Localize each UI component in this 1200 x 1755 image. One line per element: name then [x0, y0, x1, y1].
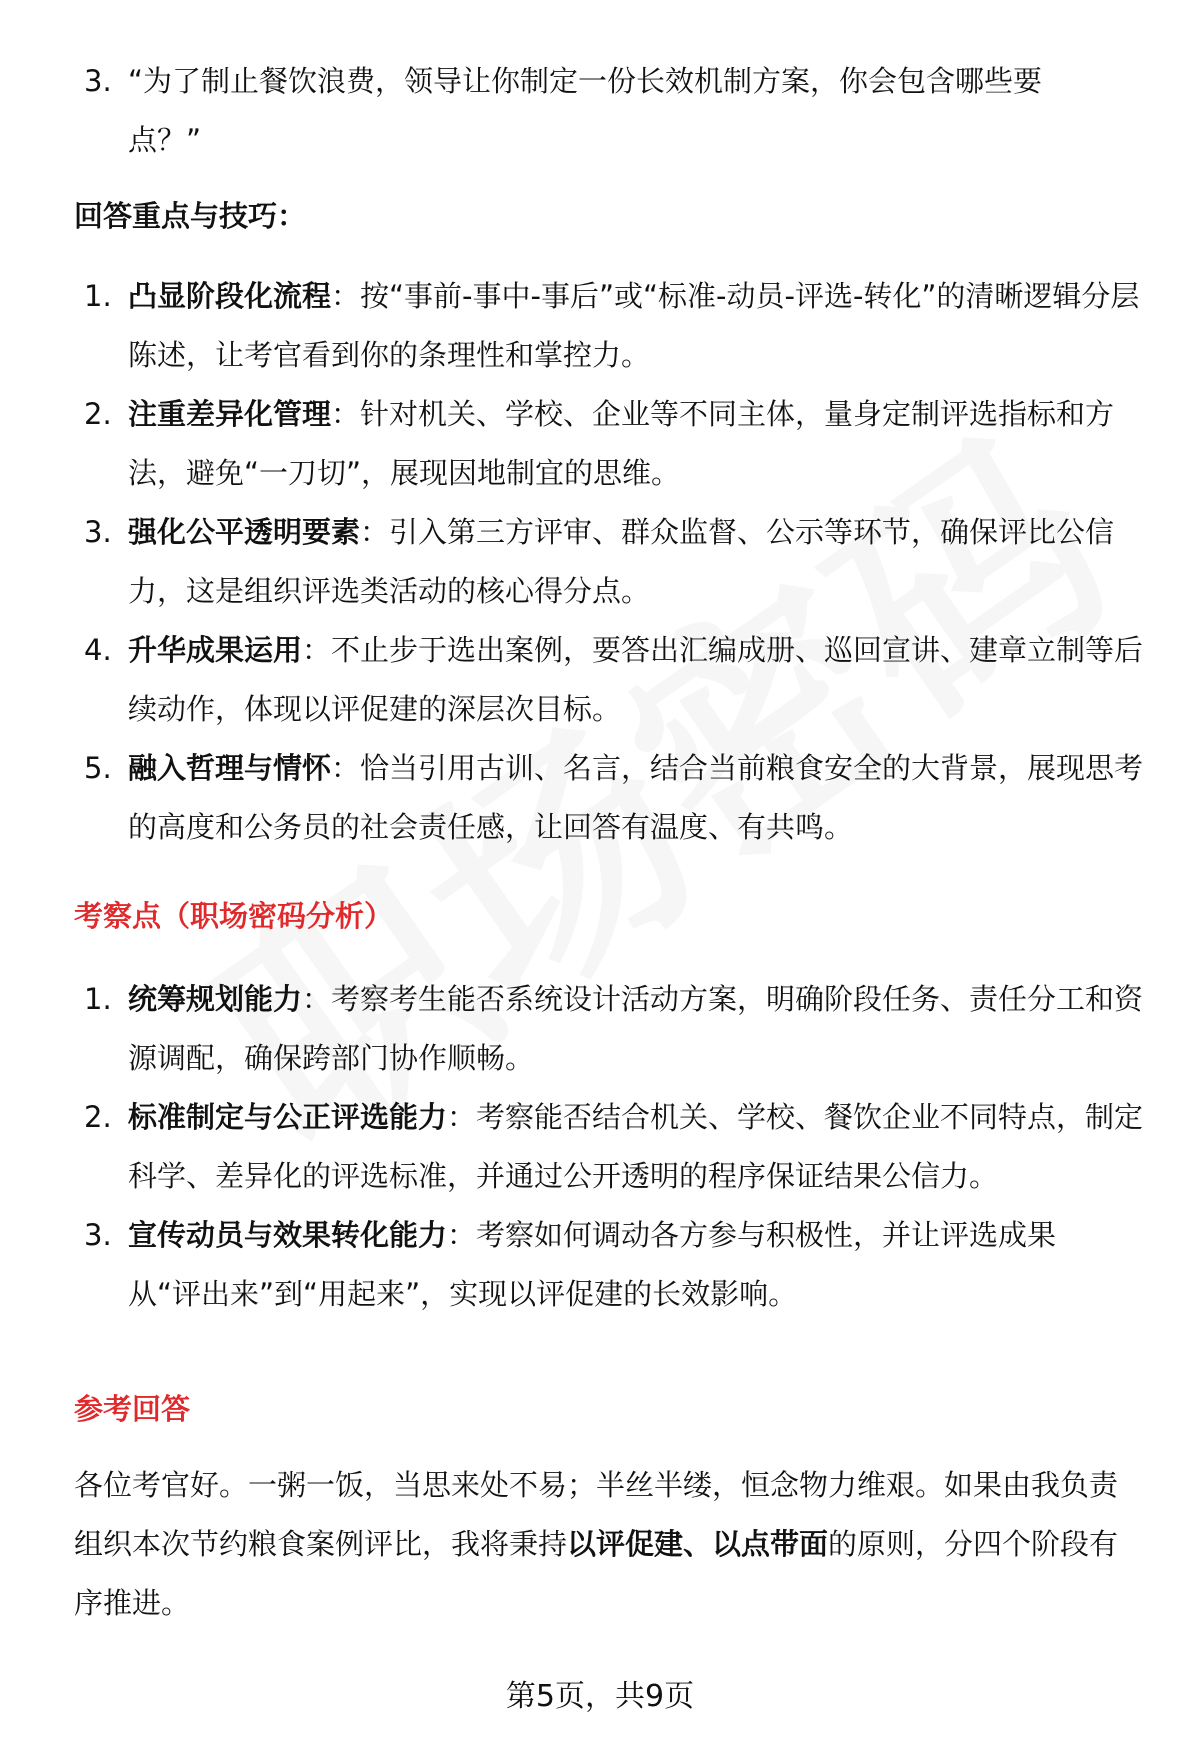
- page-footer: 第5页，共9页: [505, 1679, 695, 1714]
- item-text: ：考察如何调动各方参与积极性，并让评选成果从“评出来”到“用起来”，实现以评促建的长效影响。: [128, 1218, 1057, 1311]
- list-number: 2.: [84, 397, 112, 431]
- item-text: ：不止步于选出案例，要答出汇编成册、巡回宣讲、建章立制等后续动作，体现以评促建的深层次目标。: [128, 633, 1144, 726]
- item-text: ：恰当引用古训、名言，结合当前粮食安全的大背景，展现思考的高度和公务员的社会责任感，让回答有温度、有共鸣。: [128, 751, 1144, 844]
- item-text: ：针对机关、学校、企业等不同主体，量身定制评选指标和方法，避免“一刀切”，展现因地制宜的思维。: [128, 397, 1115, 490]
- list-number: 3.: [84, 515, 112, 549]
- list-number: 1.: [84, 279, 112, 313]
- item-keyword: 强化公平透明要素: [128, 515, 361, 549]
- item-keyword: 标准制定与公正评选能力: [128, 1100, 448, 1134]
- list-number: 2.: [84, 1100, 112, 1134]
- list-number: 1.: [84, 982, 112, 1016]
- list-number: 5.: [84, 751, 112, 785]
- points-heading: 考察点（职场密码分析）: [74, 899, 394, 933]
- item-keyword: 宣传动员与效果转化能力: [128, 1218, 448, 1252]
- question-number: 3.: [84, 64, 112, 98]
- reference-keyword: 以评促建、以点带面: [567, 1527, 829, 1561]
- question-text: “为了制止餐饮浪费，领导让你制定一份长效机制方案，你会包含哪些要点？”: [128, 64, 1043, 157]
- item-text: ：考察考生能否系统设计活动方案，明确阶段任务、责任分工和资源调配，确保跨部门协作顺畅。: [128, 982, 1144, 1075]
- item-keyword: 升华成果运用: [128, 633, 303, 667]
- item-keyword: 融入哲理与情怀: [128, 751, 332, 785]
- reference-heading: 参考回答: [74, 1392, 191, 1426]
- reference-text-before: 各位考官好。一粥一饭，当思来处不易；半丝半缕，恒念物力维艰。如果由我负责组织本次节约粮食案例评比，我将秉持: [74, 1468, 1119, 1561]
- item-keyword: 凸显阶段化流程: [128, 279, 332, 313]
- tips-heading: 回答重点与技巧：: [74, 199, 307, 233]
- reference-paragraph: [74, 1456, 1144, 1633]
- item-text: ：引入第三方评审、群众监督、公示等环节，确保评比公信力，这是组织评选类活动的核心得分点。: [128, 515, 1115, 608]
- item-keyword: 统筹规划能力: [128, 982, 303, 1016]
- item-text: ：按“事前-事中-事后”或“标准-动员-评选-转化”的清晰逻辑分层陈述，让考官看到你的条理性和掌控力。: [128, 279, 1140, 372]
- list-number: 3.: [84, 1218, 112, 1252]
- item-text: ：考察能否结合机关、学校、餐饮企业不同特点，制定科学、差异化的评选标准，并通过公开透明的程序保证结果公信力。: [128, 1100, 1144, 1193]
- list-number: 4.: [84, 633, 112, 667]
- reference-text-after: 的原则，分四个阶段有序推进。: [74, 1527, 1119, 1620]
- item-keyword: 注重差异化管理: [128, 397, 332, 431]
